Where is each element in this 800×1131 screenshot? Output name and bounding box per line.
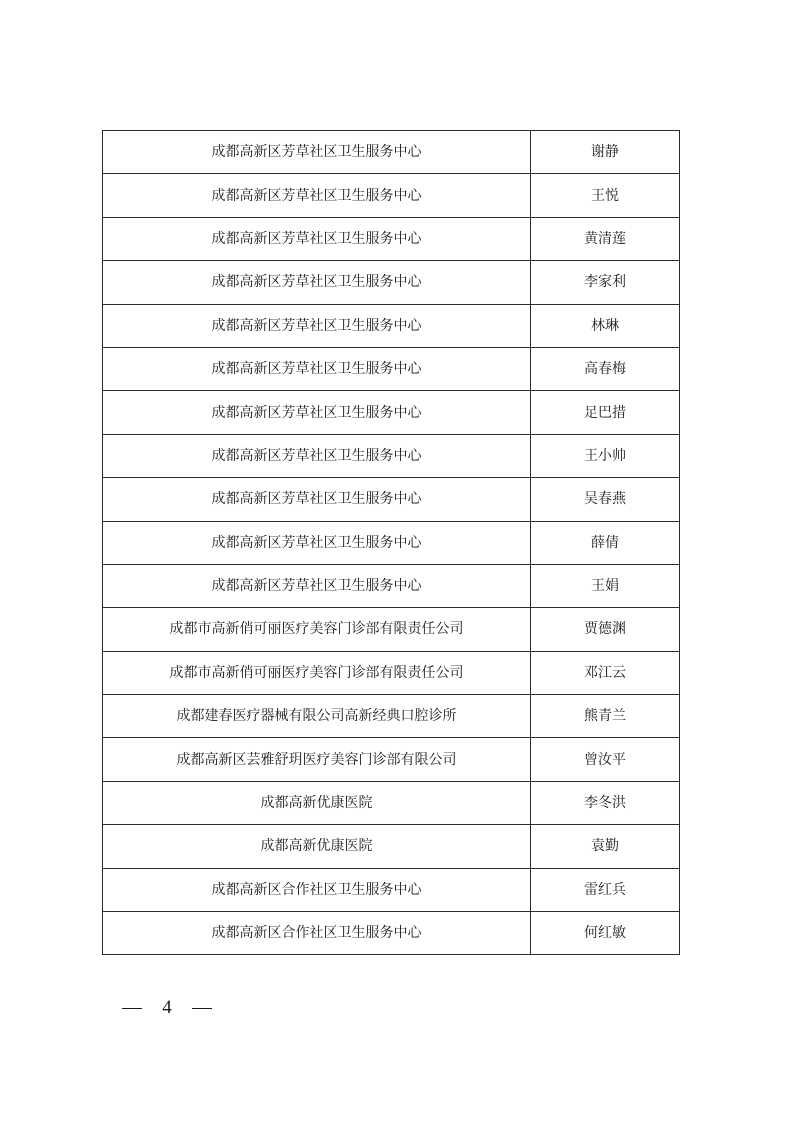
org-cell: 成都高新区芳草社区卫生服务中心 [103,347,531,390]
table-row [103,781,680,824]
table-row [103,391,680,434]
table-row [103,695,680,738]
table-row [103,217,680,260]
name-cell: 薛倩 [531,521,680,564]
table-row [103,868,680,911]
table-row [103,347,680,390]
org-cell: 成都建春医疗器械有限公司高新经典口腔诊所 [103,695,531,738]
table-row [103,564,680,607]
name-cell: 谢静 [531,131,680,174]
table-row [103,478,680,521]
page-number: 4 [162,997,172,1018]
name-cell: 高春梅 [531,347,680,390]
org-cell: 成都高新区芳草社区卫生服务中心 [103,304,531,347]
name-cell: 王娟 [531,564,680,607]
name-cell: 袁勤 [531,825,680,868]
page-number-footer [122,996,212,1020]
roster-table [102,130,680,955]
name-cell: 王小帅 [531,434,680,477]
name-cell: 李家利 [531,261,680,304]
org-cell: 成都高新区合作社区卫生服务中心 [103,912,531,955]
org-cell: 成都高新区合作社区卫生服务中心 [103,868,531,911]
org-cell: 成都高新区芳草社区卫生服务中心 [103,564,531,607]
name-cell: 雷红兵 [531,868,680,911]
org-cell: 成都高新优康医院 [103,825,531,868]
org-cell: 成都高新区芳草社区卫生服务中心 [103,478,531,521]
left-dash-divider [122,1008,142,1009]
name-cell: 何红敏 [531,912,680,955]
right-dash-divider [192,1008,212,1009]
name-cell: 吴春燕 [531,478,680,521]
name-cell: 贾德渊 [531,608,680,651]
org-cell: 成都高新区芳草社区卫生服务中心 [103,217,531,260]
org-cell: 成都高新区芳草社区卫生服务中心 [103,131,531,174]
org-cell: 成都高新区芳草社区卫生服务中心 [103,174,531,217]
table-row [103,521,680,564]
table-row [103,738,680,781]
table-row [103,261,680,304]
name-cell: 林琳 [531,304,680,347]
table-row [103,608,680,651]
org-cell: 成都市高新俏可丽医疗美容门诊部有限责任公司 [103,608,531,651]
table-row [103,825,680,868]
name-cell: 黄清莲 [531,217,680,260]
table-row [103,304,680,347]
org-cell: 成都高新区芸雅舒玥医疗美容门诊部有限公司 [103,738,531,781]
org-cell: 成都高新区芳草社区卫生服务中心 [103,391,531,434]
name-cell: 邓江云 [531,651,680,694]
org-cell: 成都高新区芳草社区卫生服务中心 [103,434,531,477]
table-row [103,434,680,477]
table-row [103,131,680,174]
org-cell: 成都高新区芳草社区卫生服务中心 [103,261,531,304]
name-cell: 李冬洪 [531,781,680,824]
name-cell: 熊青兰 [531,695,680,738]
name-cell: 足巴措 [531,391,680,434]
roster-table-body [103,131,680,955]
name-cell: 王悦 [531,174,680,217]
org-cell: 成都高新区芳草社区卫生服务中心 [103,521,531,564]
org-cell: 成都高新优康医院 [103,781,531,824]
name-cell: 曾汝平 [531,738,680,781]
table-row [103,651,680,694]
table-row [103,912,680,955]
org-cell: 成都市高新俏可丽医疗美容门诊部有限责任公司 [103,651,531,694]
table-row [103,174,680,217]
